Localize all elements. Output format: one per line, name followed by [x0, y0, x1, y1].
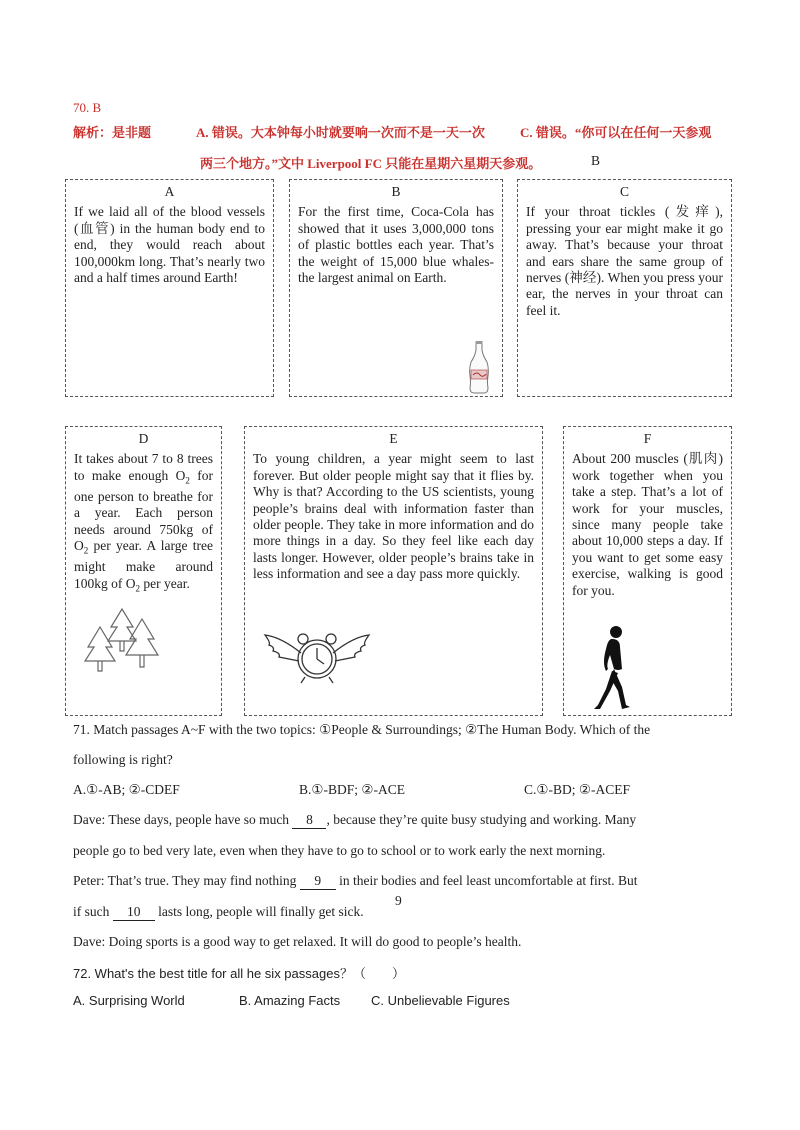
- dialogue-peter-line-1: [73, 873, 728, 890]
- dialogue-peter-text-a: Peter: That’s true. They may find nothing: [73, 873, 300, 888]
- passage-f-letter: F: [643, 431, 652, 446]
- trees-icon: [82, 605, 164, 675]
- passage-b: [289, 179, 503, 397]
- coca-cola-bottle-icon: [465, 340, 493, 395]
- winged-clock-icon: [261, 627, 373, 689]
- passage-f: [563, 426, 732, 716]
- passage-d: [65, 426, 222, 716]
- passage-a: [65, 179, 274, 397]
- q71-option-a: A.①-AB; ②-CDEF: [73, 782, 180, 797]
- passage-c-text: If your throat tickles (发痒), pressing your ear might make it go away. That’s because your throat and ears share the same group of nerves (神经). When you press your ear, the nerves in your throat can feel it.: [526, 204, 723, 318]
- passage-d-sub-3: 2: [135, 583, 140, 594]
- passage-c: [517, 179, 732, 397]
- q72-option-b: B. Amazing Facts: [239, 993, 341, 1008]
- passage-d-sub-1: 2: [185, 475, 190, 486]
- q72-stem: 72. What's the best title for all he six passages？（ ）: [73, 966, 405, 981]
- explanation-answer: B: [591, 153, 601, 168]
- passage-d-sub-2: 2: [83, 545, 89, 556]
- dialogue-peter-text-d: lasts long, people will finally get sick.: [154, 904, 364, 919]
- passage-d-text-1: It takes about 7 to 8 trees to make enough O: [74, 451, 213, 483]
- passage-f-text: About 200 muscles (肌肉) work together when you take a step. That’s a lot of work for your muscles, since many people take about 10,000 steps a day. If you want to get some easy exercise, walking is good for you.: [572, 451, 723, 598]
- dialogue-peter-text-b: in their bodies and feel least uncomfortable at first. But: [335, 873, 638, 888]
- q71-option-c: C.①-BD; ②-ACEF: [524, 782, 630, 797]
- dialogue-dave-line-2: people go to bed very late, even when they have to go to school or to work early the next morning.: [73, 843, 606, 858]
- dialogue-dave-line-3: Dave: Doing sports is a good way to get relaxed. It will do good to people’s health.: [73, 934, 522, 949]
- passage-c-letter: C: [619, 184, 629, 199]
- passage-d-text-2: for one person to breathe for a year. Each person needs around 750kg of O: [74, 467, 213, 554]
- passage-d-letter: D: [138, 431, 149, 446]
- q71-stem-line-1: 71. Match passages A~F with the two topics: ①People & Surroundings; ②The Human Body. Which of the: [73, 722, 651, 737]
- dialogue-dave-line-1: [73, 812, 728, 829]
- passage-e: [244, 426, 543, 716]
- explanation-label: 解析：是非题: [73, 125, 152, 140]
- passage-e-letter: E: [389, 431, 398, 446]
- walking-person-icon: [592, 625, 632, 711]
- explanation-option-a: A. 错误。大本钟每小时就要响一次而不是一天一次: [196, 125, 485, 140]
- blank-9: 9: [300, 873, 336, 890]
- passage-e-text: To young children, a year might seem to last forever. But older people might say that it flies by. Why is that? According to the US scientists, young people’s brains deal with information faster than older people. They take in more information and do more things in a day. So they feel like each day lasts longer. However, older people’s brains take in less information and see a day pass more quickly.: [253, 451, 534, 582]
- passage-d-text-4: per year.: [140, 575, 190, 591]
- passage-b-letter: B: [391, 184, 401, 199]
- page-number: 9: [395, 893, 402, 908]
- dialogue-peter-text-c: if such: [73, 904, 113, 919]
- passage-a-text: If we laid all of the blood vessels (血管) in the human body end to end, they would reach about 100,000km long. That’s nearly two and a half times around Earth!: [74, 204, 265, 286]
- blank-10: 10: [113, 904, 155, 921]
- blank-8: 8: [292, 812, 326, 829]
- dialogue-dave-text-b: , because they’re quite busy studying and working. Many: [326, 812, 637, 827]
- passage-a-letter: A: [164, 184, 175, 199]
- answer-number: 70. B: [73, 100, 102, 115]
- explanation-line-2: 两三个地方。”文中 Liverpool FC 只能在星期六星期天参观。: [200, 156, 542, 171]
- q72-option-c: C. Unbelievable Figures: [371, 993, 510, 1008]
- explanation-option-c: C. 错误。“你可以在任何一天参观: [520, 125, 712, 140]
- q72-option-a: A. Surprising World: [73, 993, 185, 1008]
- passage-b-text: For the first time, Coca-Cola has showed that it uses 3,000,000 tons of plastic bottles each year. That’s the weight of 15,000 blue whales-the largest animal on Earth.: [298, 204, 494, 286]
- q71-stem-line-2: following is right?: [73, 752, 173, 767]
- dialogue-dave-text-a: Dave: These days, people have so much: [73, 812, 293, 827]
- passage-d-text-3: per year. A large tree might make around 100kg of O: [74, 538, 213, 591]
- q71-option-b: B.①-BDF; ②-ACE: [299, 782, 405, 797]
